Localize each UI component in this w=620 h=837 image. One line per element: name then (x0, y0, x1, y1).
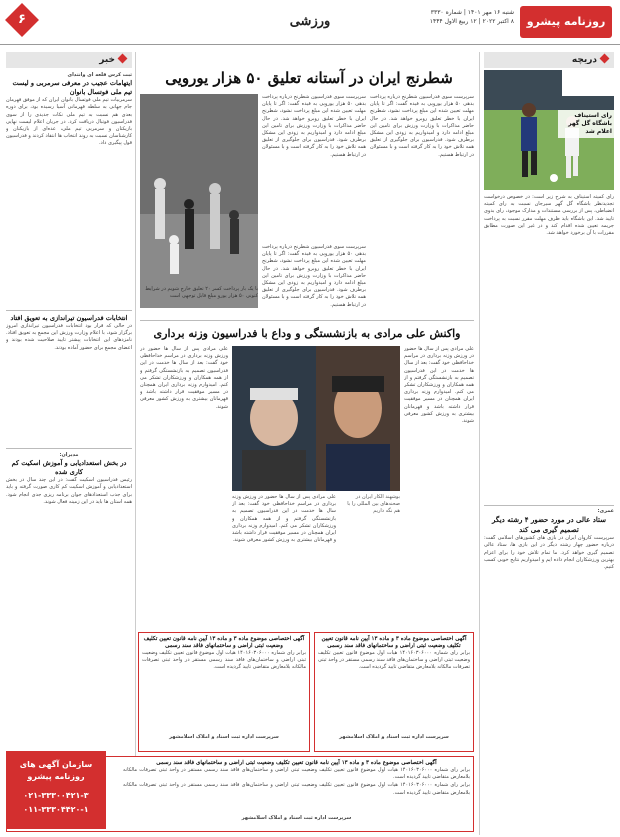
phone-2: ۰۱۱-۳۳۳۰۴۴۲۰-۱ (23, 805, 89, 814)
notice-title: آگهی اختصاصی موضوع ماده ۳ و ماده ۱۳ آیین نامه قانون تعیین تکلیف وضعیت ثبتی اراضی و ساختمانهای فاقد سند رسمی (321, 636, 467, 649)
notice-body: برابر رای شماره ۱۴۰۱۶۰۳۰۶۰۰۰ هیات اول موضوع قانون تعیین تکلیف وضعیت ثبتی اراضی و ساختمان‌های فاقد سند رسمی مستقر در واحد ثبتی تصرفات مالکانه بلامعارض متقاضی تایید گردیده است. (318, 650, 470, 671)
photo-title: رای استیناف باشگاه گل گهر اعلام شد (558, 110, 614, 138)
notice-title: آگهی اختصاصی موضوع ماده ۳ و ماده ۱۳ آیین نامه قانون تعیین تکلیف وضعیت ثبتی اراضی و ساختمانهای فاقد سند رسمی (156, 760, 437, 766)
story-headline: انتخابات فدراسیون تیراندازی به تعویق افتاد (10, 314, 128, 322)
legal-notice-2 (138, 632, 310, 752)
main-story-col-3: سرپرست سوی فدراسیون شطرنج درباره پرداخت بدهی ۵۰ هزار یورویی به فیده گفت: اگر تا پایان مهلت تعیین شده این مبلغ پرداخت نشود، شطرنج ایران با خطر تعلیق روبرو خواهد شد. در حال حاضر مذاکرات با وزارت ورزش برای تامین این مبلغ ادامه دارد و امیدواریم به زودی این مشکل برطرف شود. فدراسیون برای جلوگیری از تعلیق همه تلاش خود را به کار گرفته است و با مسئولان در ارتباط هستیم. (262, 244, 366, 308)
notice-body: برابر رای شماره ۱۴۰۱۶۰۳۰۶۰۰۰ هیات اول موضوع قانون تعیین تکلیف وضعیت ثبتی اراضی و ساختمان‌های فاقد سند رسمی مستقر در واحد ثبتی تصرفات مالکانه بلامعارض متقاضی تایید گردیده است. (142, 650, 306, 671)
main-story-col-1: سرپرست سوی فدراسیون شطرنج درباره پرداخت بدهی ۵۰ هزار یورویی به فیده گفت: اگر تا پایان مهلت تعیین شده این مبلغ پرداخت نشود، شطرنج ایران با خطر تعلیق روبرو خواهد شد. در حال حاضر مذاکرات با وزارت ورزش برای تامین این مبلغ ادامه دارد و امیدواریم به زودی این مشکل برطرف شود. فدراسیون برای جلوگیری از تعلیق همه تلاش خود را به کار گرفته است و با مسئولان در ارتباط هستیم. (370, 94, 474, 158)
notice-sponsor: سرپرست اداره ثبت اسناد و املاک اسلامشهر (339, 734, 449, 740)
right-column-head: دریچه (484, 52, 614, 68)
main-headline: شطرنج ایران در آستانه تعلیق ۵۰ هزار یورویی (165, 69, 453, 87)
diamond-icon (600, 54, 610, 64)
story-headline: در بخش استعدادیابی و آموزش اسکیت کم کاری شده (11, 459, 127, 477)
notice-body: برابر رای شماره ۱۴۰۱۶۰۳۰۶۰۰۰ هیات اول موضوع قانون تعیین تکلیف وضعیت ثبتی اراضی و ساختمان‌های فاقد سند رسمی مستقر در واحد ثبتی تصرفات مالکانه بلامعارض متقاضی تایید گردیده است. برابر رای شماره ۱۴۰۱۶۰۳۰۶۰۰۰ هیات اول موضوع قانون تعیین تکلیف وضعیت ثبتی اراضی و ساختمان‌های فاقد سند رسمی مستقر در واحد ثبتی تصرفات مالکانه بلامعارض متقاضی تایید گردیده است. (123, 767, 470, 796)
page-header (0, 0, 620, 45)
right-column-story-2 (484, 508, 614, 836)
left-column-head: خبر (6, 52, 132, 68)
left-story-1 (6, 72, 132, 307)
page-number: ۶ (5, 3, 39, 37)
second-headline: واکنش علی مرادی به بازنشستگی و وداع با فدراسیون وزنه برداری (153, 327, 461, 340)
main-story-col-2: سرپرست سوی فدراسیون شطرنج درباره پرداخت بدهی ۵۰ هزار یورویی به فیده گفت: اگر تا پایان مهلت تعیین شده این مبلغ پرداخت نشود، شطرنج ایران با خطر تعلیق روبرو خواهد شد. در حال حاضر مذاکرات با وزارت ورزش برای تامین این مبلغ ادامه دارد و امیدواریم به زودی این مشکل برطرف شود. فدراسیون برای جلوگیری از تعلیق همه تلاش خود را به کار گرفته است و با مسئولان در ارتباط هستیم. (262, 94, 366, 158)
phone-1: ۰۲۱-۳۳۳۰۰۴۲۱-۳ (23, 791, 89, 800)
notice-sponsor: سرپرست اداره ثبت اسناد و املاک اسلامشهر (241, 815, 352, 821)
portraits-photo (232, 346, 400, 491)
dateline (430, 8, 514, 26)
dateline-gregorian: ۸ اکتبر ۲۰۲۲ | ۱۲ ربیع الاول ۱۴۴۴ (429, 18, 514, 25)
chess-photo (140, 94, 258, 308)
ads-office-title: سازمان آگهی های روزنامه پیشرو (19, 760, 93, 781)
story-headline: ایتهامات عجیب در معرفی سرمربی و لیست تیم ملی فوتسال بانوان (12, 79, 132, 97)
kicker: ثبت کرس قلعه ای وانتدای (67, 72, 132, 78)
story-headline: ستاد عالی در مورد حضور ۴ رشته دیگر تصمیم گیری می کند (492, 515, 606, 535)
second-story-col-1: علی مرادی پس از سال ها حضور در ورزش وزنه برداری در مراسم خداحافظی خود گفت: بعد از سال ها خدمت در این فدراسیون تصمیم به بازنشستگی گرفتم و از همه همکاران و ورزشکاران تشکر می کنم. امیدوارم وزنه برداری ایران همچنان در مسیر موفقیت قرار داشته باشد و قهرمانان بیشتری به ورزش کشور معرفی شوند. (404, 346, 474, 425)
notice-sponsor: سرپرست اداره ثبت اسناد و املاک اسلامشهر (169, 734, 279, 740)
story-body: سرپرست کاروان ایران در بازی های کشورهای اسلامی گفت: درباره حضور چهار رشته دیگر در این بازی ها، ستاد عالی تصمیم گیری خواهد کرد. ما تمام تلاش خود را برای اعزام بهترین ورزشکاران انجام داده ایم و امیدواریم نتایج خوبی کسب کنیم. (484, 535, 614, 571)
diamond-icon (118, 54, 128, 64)
left-story-2 (6, 314, 132, 444)
legal-notice-1 (314, 632, 474, 752)
dateline-persian: شنبه ۱۶ مهر ۱۴۰۱ | شماره ۳۳۳۰ (430, 9, 514, 16)
ads-office-box (6, 751, 106, 829)
left-story-3 (6, 452, 132, 782)
story-body: رئیس فدراسیون اسکیت گفت: در این چند سال در بخش استعدادیابی و آموزش اسکیت کم کاری صورت گرفته و باید برای جذب استعدادهای جوان برنامه ریزی جدی انجام شود. همه استان ها باید در این زمینه فعال شوند. (6, 477, 132, 505)
story-body: سرمربیات تیم ملی فوتسال بانوان ایران که از موفق فهرمان جام جهانی به سلطه فهرمانی آسیا رسیده بود، برای دوره بعدی هم نسبت به تیم ملی نکات جدیدی را از سوی فدراسیون فوتبال دریافت کرد. در جریان اعلام لیست نهایی بازیکنان و سرمربی تیم ملی، عده‌ای از بازیکنان و کارشناسان نسبت به روند انتخاب ها انتقاد کردند و فدراسیون قول پیگیری داد. (6, 97, 132, 147)
newspaper-logo: روزنامه پیشرو (520, 6, 612, 38)
portraits-caption: بوشهند الکار ایران در صحنه‌های بین المللی را با هم نگه داریم (347, 494, 400, 514)
second-story-col-2: علی مرادی پس از سال ها حضور در ورزش وزنه برداری در مراسم خداحافظی خود گفت: بعد از سال ها خدمت در این فدراسیون تصمیم به بازنشستگی گرفتم و از همه همکاران و ورزشکاران تشکر می کنم. امیدوارم وزنه برداری ایران همچنان در مسیر موفقیت قرار داشته باشد و قهرمانان بیشتری به ورزش کشور معرفی شوند. (232, 494, 336, 544)
second-story-col-3: علی مرادی پس از سال ها حضور در ورزش وزنه برداری در مراسم خداحافظی خود گفت: بعد از سال ها خدمت در این فدراسیون تصمیم به بازنشستگی گرفتم و از همه همکاران و ورزشکاران تشکر می کنم. امیدوارم وزنه برداری ایران همچنان در مسیر موفقیت قرار داشته باشد و قهرمانان بیشتری به ورزش کشور معرفی شوند. (140, 346, 228, 410)
column-rule (135, 52, 136, 782)
notice-title: آگهی اختصاصی موضوع ماده ۳ و ماده ۱۳ آیین نامه قانون تعیین تکلیف وضعیت ثبتی اراضی و ساختمانهای فاقد سند رسمی (143, 636, 305, 649)
story-body: در حالی که قرار بود انتخابات فدراسیون تیراندازی امروز برگزار شود، با اعلام وزارت ورزش این مجمع به تعویق افتاد. نامزدهای این انتخابات پیشتر تایید صلاحیت شده بودند و اعضای مجمع برای حضور آماده بودند. (6, 323, 132, 351)
kicker: مدیران: (59, 452, 79, 458)
kicker: عمری: (597, 508, 614, 514)
right-column-body: رای کمیته استیناف به شرح زیر است: در خصوص درخواست تجدیدنظر باشگاه گل گهر سیرجان نسبت به رای کمیته انضباطی، پس از بررسی مستندات و مدارک موجود، رای بدوی تایید شد. این باشگاه باید ظرف مهلت مقرر نسبت به پرداخت جریمه تعیین شده اقدام کند و در غیر این صورت مطابق مقررات با آن برخورد خواهد شد. (484, 194, 614, 237)
divider (484, 505, 614, 506)
chess-photo-caption: با یک بار پرداخت کسر ۲۰ تعلیق خارج شویم در شرایط کنونی ۵۰ هزار یورو مبلغ قابل توجهی است (145, 286, 258, 299)
divider (6, 310, 132, 311)
divider (140, 320, 474, 321)
divider (6, 448, 132, 449)
column-rule (479, 52, 480, 835)
section-title: ورزشی (289, 14, 331, 29)
